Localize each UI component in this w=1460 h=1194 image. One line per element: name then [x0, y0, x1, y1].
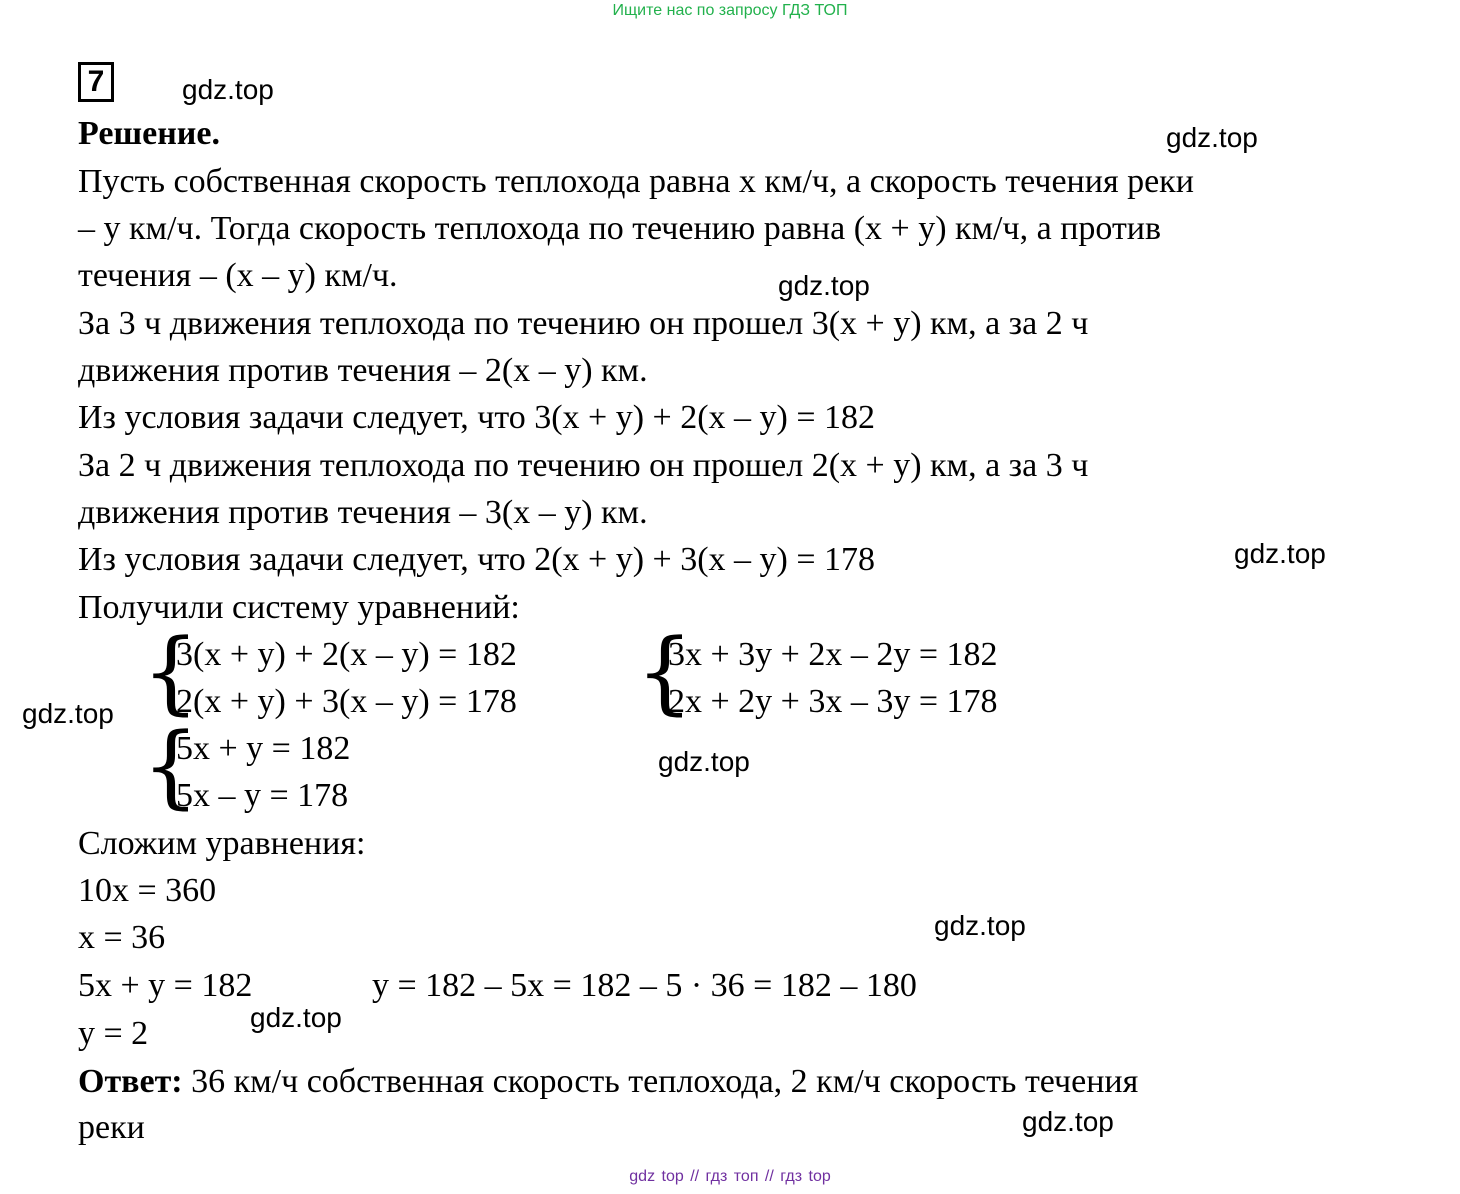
calc-left: 5x + y = 182	[78, 967, 253, 1004]
answer-continuation: реки	[78, 1109, 145, 1146]
watermark: gdz.top	[182, 74, 274, 105]
system3-eq1: 5x + y = 182	[176, 730, 351, 767]
answer-text: 36 км/ч собственная скорость теплохода, 2 км/ч скорость течения	[182, 1063, 1139, 1100]
result-10x-line: 10x = 360	[78, 872, 217, 909]
text-line-10: Получили систему уравнений:	[78, 589, 520, 626]
text-line-2: – y км/ч. Тогда скорость теплохода по течению равна (x + y) км/ч, а против	[78, 210, 1162, 247]
text-line-4: За 3 ч движения теплохода по течению он прошел 3(x + y) км, а за 2 ч	[78, 305, 1089, 342]
result-y-line: y = 2	[78, 1015, 149, 1052]
watermark: gdz.top	[1022, 1106, 1114, 1137]
system-brace-3: {	[142, 714, 200, 819]
system-brace-1: {	[142, 620, 200, 725]
system2-eq1: 3x + 3y + 2x – 2y = 182	[668, 636, 998, 673]
text-line-8: движения против течения – 3(x – y) км.	[78, 494, 648, 531]
system2-eq2: 2x + 2y + 3x – 3y = 178	[668, 683, 998, 720]
system1-eq2: 2(x + y) + 3(x – y) = 178	[176, 683, 517, 720]
text-line-9: Из условия задачи следует, что 2(x + y) + 3(x – y) = 178	[78, 541, 876, 578]
system3-eq2: 5x – y = 178	[176, 777, 349, 814]
watermark: gdz.top	[1166, 122, 1258, 153]
calc-right: y = 182 – 5x = 182 – 5 · 36 = 182 – 180	[372, 967, 917, 1004]
text-line-6: Из условия задачи следует, что 3(x + y) + 2(x – y) = 182	[78, 399, 876, 436]
add-equations-line: Сложим уравнения:	[78, 825, 366, 862]
solution-heading: Решение.	[78, 115, 220, 152]
system1-eq1: 3(x + y) + 2(x – y) = 182	[176, 636, 517, 673]
text-line-1: Пусть собственная скорость теплохода равна x км/ч, а скорость течения реки	[78, 163, 1194, 200]
watermark: gdz.top	[658, 746, 750, 777]
text-line-3: течения – (x – y) км/ч.	[78, 257, 398, 294]
answer-line	[78, 1062, 1138, 1102]
text-line-7: За 2 ч движения теплохода по течению он прошел 2(x + y) км, а за 3 ч	[78, 447, 1089, 484]
watermark: gdz.top	[934, 910, 1026, 941]
answer-label: Ответ:	[78, 1063, 183, 1100]
watermark: gdz.top	[22, 698, 114, 729]
watermark: gdz.top	[778, 270, 870, 301]
top-banner: Ищите нас по запросу ГДЗ ТОП	[612, 2, 848, 19]
system-brace-2: {	[636, 620, 694, 725]
text-line-5: движения против течения – 2(x – y) км.	[78, 352, 648, 389]
task-number: 7	[78, 62, 114, 102]
watermark: gdz.top	[1234, 538, 1326, 569]
result-x-line: x = 36	[78, 919, 166, 956]
footer-links[interactable]: gdz top // гдз топ // гдз top	[629, 1168, 831, 1185]
watermark: gdz.top	[250, 1002, 342, 1033]
